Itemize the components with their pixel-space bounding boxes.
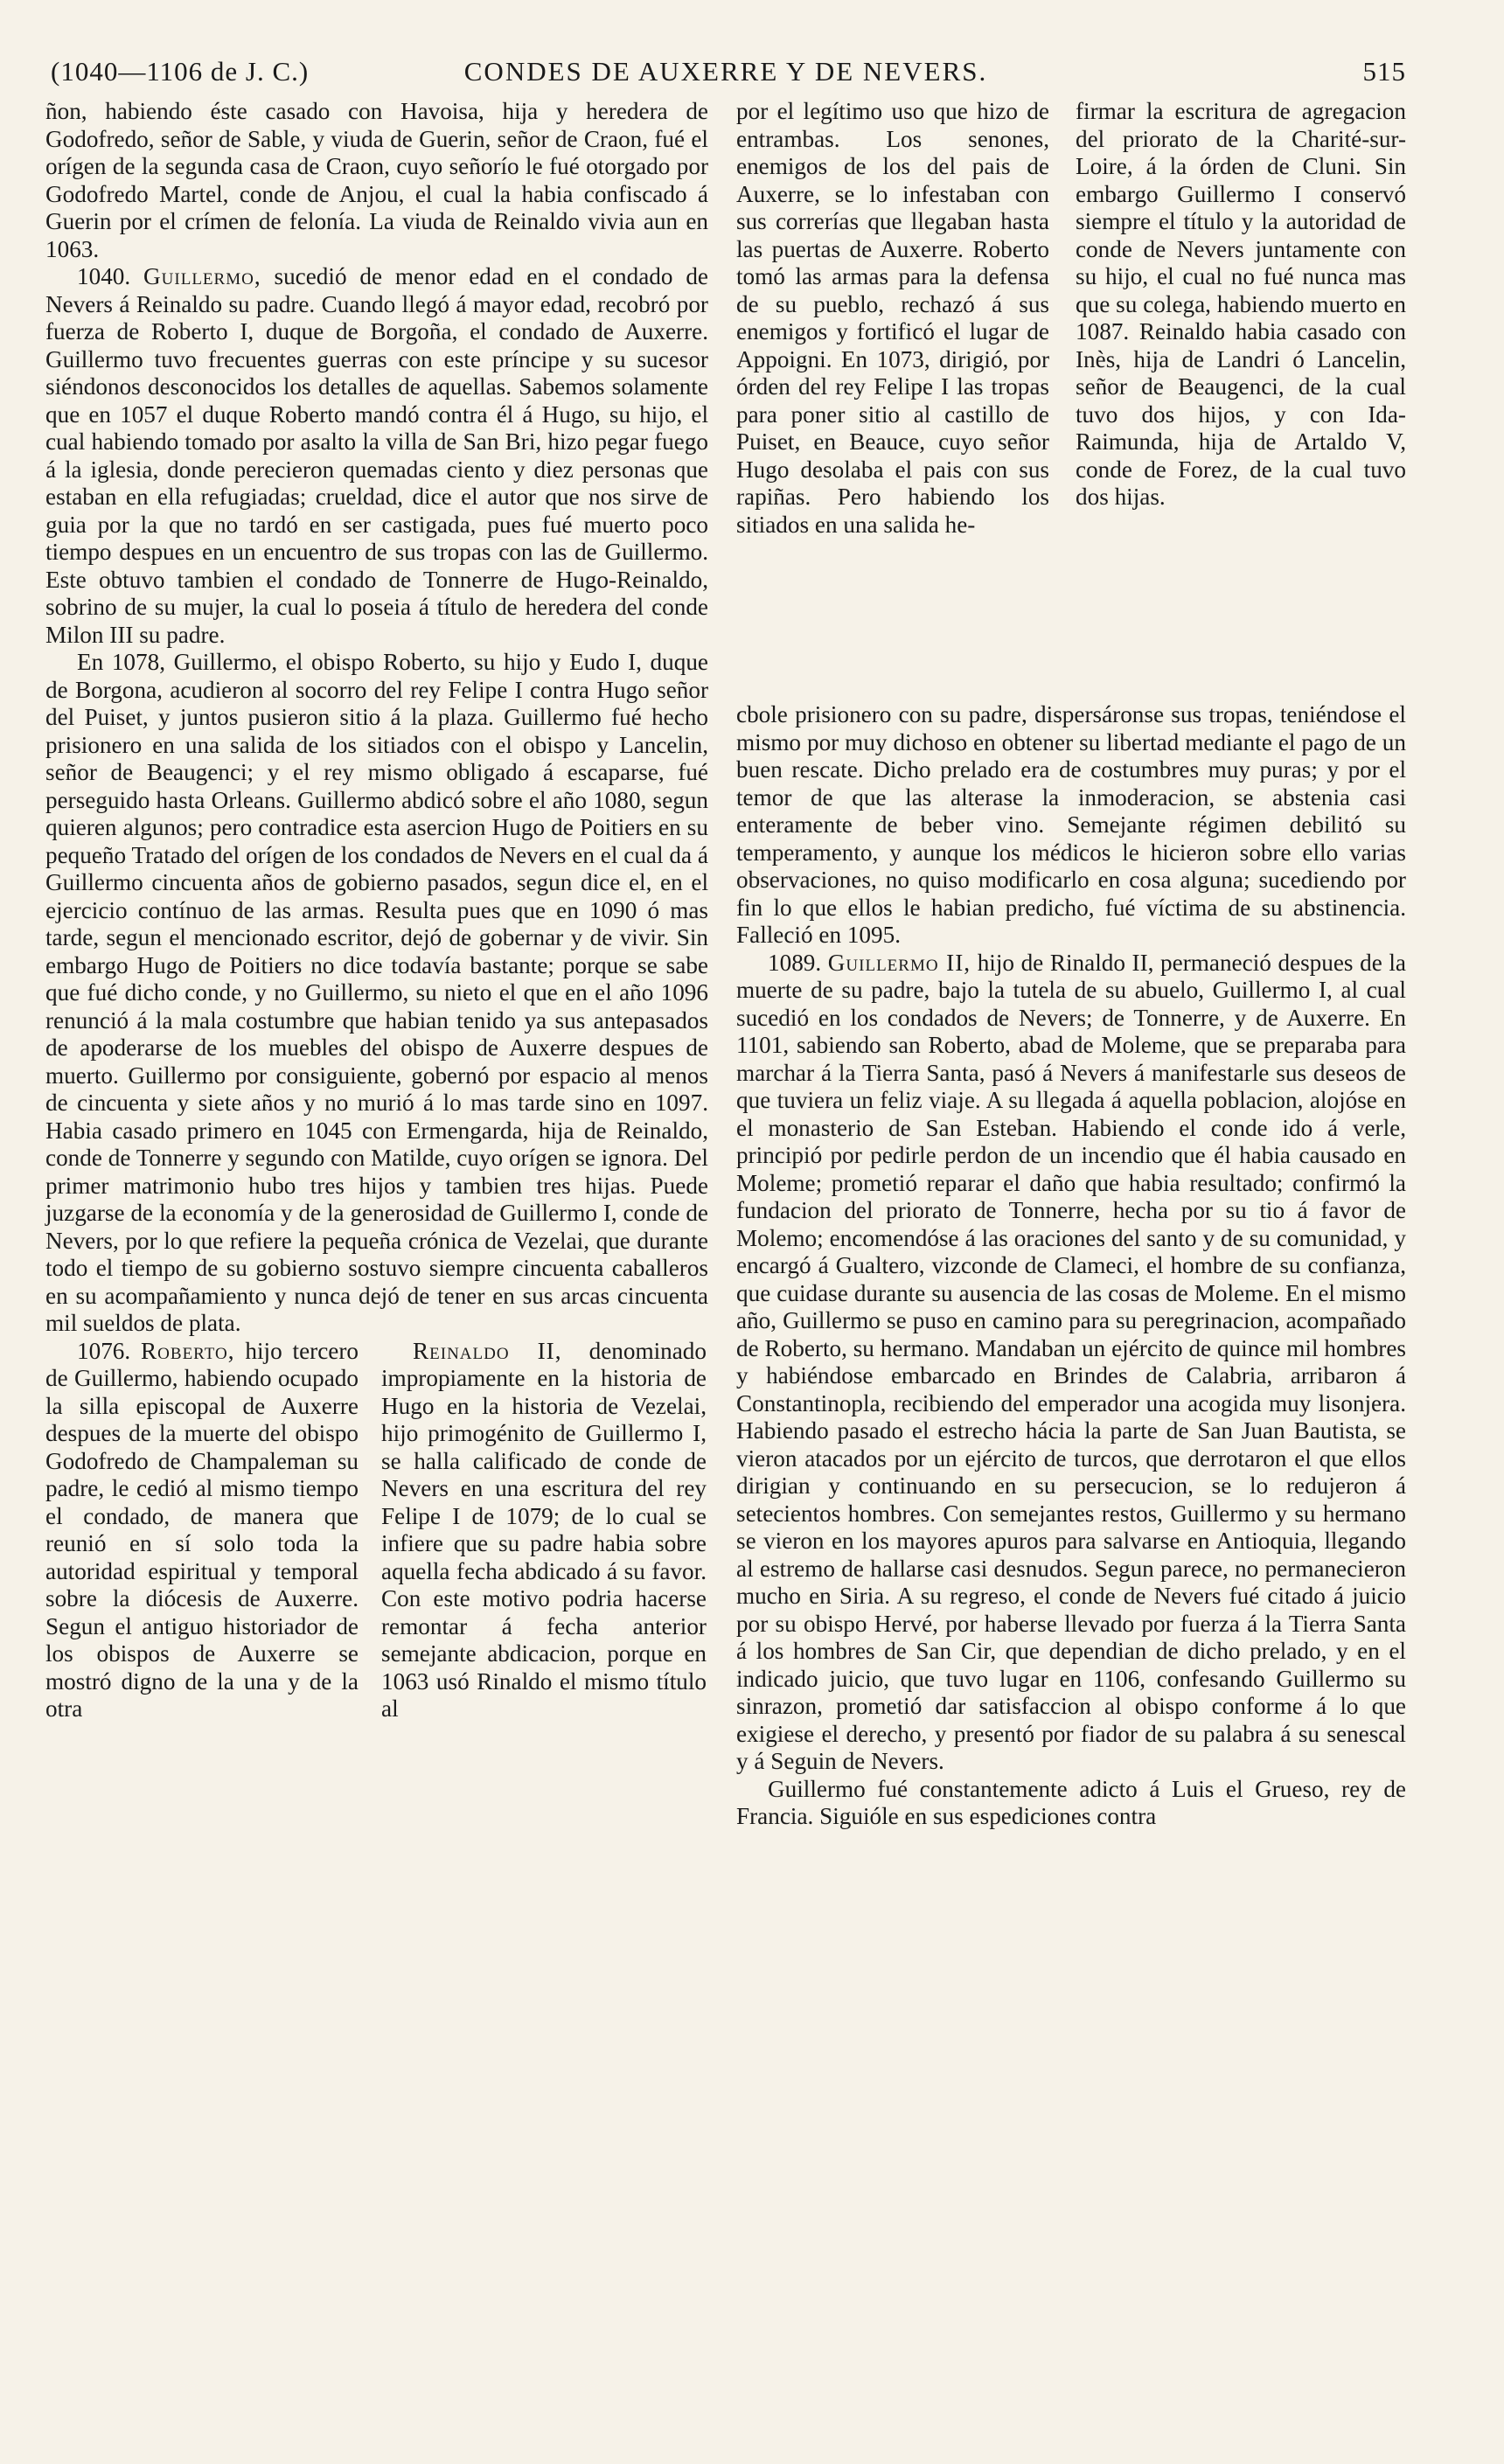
header-title: CONDES DE AUXERRE Y DE NEVERS.: [463, 56, 988, 87]
header-date-range: (1040—1106 de J. C.): [51, 56, 310, 87]
subcolumn-reinaldo: [381, 1338, 707, 1723]
paragraph-guillermo-ii: [736, 950, 1406, 1776]
paragraph-reinaldo-cont: firmar la escritura de agregacion del priorato de la Charité-sur-Loire, á la órden de Cluni. Sin embargo Guillermo I conservó siempre el título y la autoridad de conde de Nevers juntamente con su hijo, el cual no fué nunca mas que su colega, habiendo muerto en 1087. Reinaldo habia casado con Inès, hija de Landri ó Lancelin, señor de Beaugenci, de la cual tuvo dos hijos, y con Ida-Raimunda, hija de Artaldo V, conde de Forez, de la cual tuvo dos hijas.: [1076, 98, 1406, 510]
entry-text: hijo tercero de Guillermo, habiendo ocupado la silla episcopal de Auxerre despues de la muerte del obispo Godofredo de Champaleman su padre, le cedió al mismo tiempo el condado, de manera que reunió en sí solo toda la autoridad espiritual y temporal sobre la diócesis de Auxerre. Segun el antiguo historiador de los obispos de Auxerre se mostró digno de la una y de la otra: [45, 1337, 359, 1722]
entry-text: sucedió de menor edad en el condado de Nevers á Reinaldo su padre. Cuando llegó á mayor edad, recobró por fuerza de Roberto I, duque de Borgoña, el condado de Auxerre. Guillermo tuvo frecuentes guerras con este príncipe y su sucesor siéndonos desconocidos los detalles de aquellas. Sabemos solamente que en 1057 el duque Roberto mandó contra él á Hugo, su hijo, el cual habiendo tomado por asalto la villa de San Bri, hizo pegar fuego á la iglesia, donde perecieron quemadas ciento y diez personas que estaban en ella refugiadas; crueldad, dice el autor que nos sirve de guia por la que no tardó en ser castigada, pues fué muerto poco tiempo despues en un encuentro de sus tropas con las de Guillermo. Este obtuvo tambien el condado de Tonnerre de Hugo-Reinaldo, sobrino de su mujer, la cual lo poseia á título de heredera del conde Milon III su padre.: [45, 263, 708, 648]
paragraph-luis-el-grueso: Guillermo fué constantemente adicto á Luis el Grueso, rey de Francia. Siguióle en sus espediciones contra: [736, 1775, 1406, 1829]
paragraph-reinaldo-ii: [381, 1338, 707, 1723]
paragraph-roberto-cont: por el legítimo uso que hizo de entrambas. Los senones, enemigos de los del pais de Auxerre, se lo infestaban con sus correrías que llegaban hasta las puertas de Auxerre. Roberto tomó las armas para la defensa de su pueblo, rechazó á sus enemigos y fortificó el lugar de Appoigni. En 1073, dirigió, por órden del rey Felipe I las tropas para poner sitio al castillo de Puiset, en Beauce, cuyo señor Hugo desolaba el pais con sus rapiñas. Pero habiendo los sitiados en una salida he-: [736, 98, 1049, 538]
entry-name: Guillermo,: [143, 263, 261, 289]
paragraph-prisionero: cbole prisionero con su padre, dispersáronse sus tropas, teniéndose el mismo por muy dichoso en obtener su libertad mediante el pago de un buen rescate. Dicho prelado era de costumbres muy puras; y por el temor de que las alterase la inmoderacion, se abstenia casi enteramente de beber vino. Semejante régimen debilitó su temperamento, y aunque los médicos le hicieron sobre ello varias observaciones, no quiso modificarlo en cosa alguna; sucediendo por fin lo que ellos le habian predicho, fué víctima de su abstinencia. Falleció en 1095.: [736, 701, 1406, 948]
entry-name: Reinaldo II,: [413, 1337, 562, 1364]
right-subcolumns: [736, 98, 1406, 701]
right-column: [736, 98, 1406, 1831]
page-number: 515: [1362, 56, 1406, 87]
entry-year: 1089.: [768, 949, 822, 976]
running-header: [45, 51, 1406, 98]
paragraph-guillermo-i: [45, 263, 708, 649]
left-column: [45, 98, 708, 1906]
paragraph-1078: En 1078, Guillermo, el obispo Roberto, su hijo y Eudo I, duque de Borgona, acudieron al socorro del rey Felipe I contra Hugo señor del Puiset, y juntos pusieron sitio á la plaza. Guillermo fué hecho prisionero en una salida de los sitiados con el obispo y Lancelin, señor de Beaugenci; y el rey mismo obligado á escaparse, fué perseguido hasta Orleans. Guillermo abdicó sobre el año 1080, segun quieren algunos; pero contradice esta asercion Hugo de Poitiers en su pequeño Tratado del orígen de los condados de Nevers en el cual da á Guillermo cincuenta años de gobierno pasados, segun dice el, en el ejercicio contínuo de las armas. Resulta pues que en 1090 ó mas tarde, segun el mencionado escritor, dejó de gobernar y de vivir. Sin embargo Hugo de Poitiers no dice todavía bastante; porque se sabe que fué dicho conde, y no Guillermo, su nieto el que en el año 1096 renunció á la mala costumbre que habian tenido ya sus antepasados de apoderarse de los muebles del obispo de Auxerre despues de muerto. Guillermo por consiguiente, gobernó por espacio al menos de cincuenta y siete años y no murió á lo mas tarde sino en 1097. Habia casado primero en 1045 con Ermengarda, hija de Reinaldo, conde de Tonnerre y segundo con Matilde, cuyo orígen se ignora. Del primer matrimonio hubo tres hijos y tambien tres hijas. Puede juzgarse de la economía y de la generosidad de Guillermo I, conde de Nevers, por lo que refiere la pequeña crónica de Vezelai, que durante todo el tiempo de su gobierno sostuvo siempre cincuenta caballeros en su acompañamiento y nunca dejó de tener en sus arcas cincuenta mil sueldos de plata.: [45, 649, 708, 1336]
entry-text: denominado impropiamente en la historia de Hugo en la historia de Vezelai, hijo primogénito de Guillermo I, se halla calificado de conde de Nevers en una escritura del rey Felipe I de 1079; de lo cual se infiere que su padre habia sobre aquella fecha abdicado á su favor. Con este motivo podria hacerse remontar á fecha anterior semejante abdicacion, porque en 1063 usó Rinaldo el mismo título al: [381, 1337, 707, 1722]
subcolumn-roberto-cont: [736, 98, 1049, 539]
left-subcolumns: [45, 1338, 708, 1906]
entry-name: Roberto,: [141, 1337, 235, 1364]
paragraph-roberto: [45, 1338, 359, 1723]
page: [45, 51, 1406, 2438]
entry-text: hijo de Rinaldo II, permaneció despues de la muerte de su padre, bajo la tutela de su abuelo, Guillermo I, al cual sucedió en los condados de Nevers; de Tonnerre, y de Auxerre. En 1101, sabiendo san Roberto, abad de Moleme, que se preparaba para marchar á la Tierra Santa, pasó á Nevers á manifestarle sus deseos de que tuviera un feliz viaje. A su llegada á aquella poblacion, alojóse en el monasterio de San Esteban. Habiendo el conde ido á verle, principió por pedirle perdon de un incendio que él habia causado en Moleme; prometió reparar el daño que habia resultado; confirmó la fundacion del priorato de Tonnerre, hecha por su tio á favor de Molemo; encomendóse á las oraciones del santo y de su comunidad, y encargó á Gualtero, vizconde de Clameci, el hombre de su confianza, que cuidase durante su ausencia de las cosas de Moleme. En el mismo año, Guillermo se puso en camino para su peregrinacion, acompañado de Roberto, su hermano. Mandaban un ejército de quince mil hombres y habiéndose embarcado en Brindes de Calabria, arribaron á Constantinopla, recibiendo del emperador una acogida muy lisonjera. Habiendo pasado el estrecho hácia la parte de San Juan Bautista, se vieron atacados por un ejército de turcos, que derrotaron el que ellos dirigian y continuando en su persecucion, se lo redujeron á setecientos hombres. Con semejantes restos, Guillermo y su hermano se vieron en los mayores apuros para salvarse en Antioquia, llegando al estremo de hallarse casi desnudos. Segun parece, no permanecieron mucho en Siria. A su regreso, el conde de Nevers fué citado á juicio por su obispo Hervé, por haberse llevado por fuerza á la Tierra Santa á los hombres de San Cir, que dependian de dicho prelado, y en el indicado juicio, que tuvo lugar en 1106, confesando Guillermo su sinrazon, prometió dar satisfaccion al obispo conforme á lo que exigiese el derecho, y presentó por fiador de su palabra á su senescal y á Seguin de Nevers.: [736, 949, 1406, 1774]
subcolumn-roberto: [45, 1338, 359, 1723]
entry-year: 1040.: [77, 263, 131, 289]
entry-year: 1076.: [77, 1337, 131, 1364]
subcolumn-reinaldo-cont: [1076, 98, 1406, 512]
paragraph-craon: ñon, habiendo éste casado con Havoisa, hija y heredera de Godofredo, señor de Sable, y viuda de Guerin, señor de Craon, fué el orígen de la segunda casa de Craon, cuyo señorío le fué otorgado por Godofredo Martel, conde de Anjou, el cual la habia confiscado á Guerin por el crímen de felonía. La viuda de Reinaldo vivia aun en 1063.: [45, 98, 708, 262]
entry-name: Guillermo II,: [827, 949, 971, 976]
